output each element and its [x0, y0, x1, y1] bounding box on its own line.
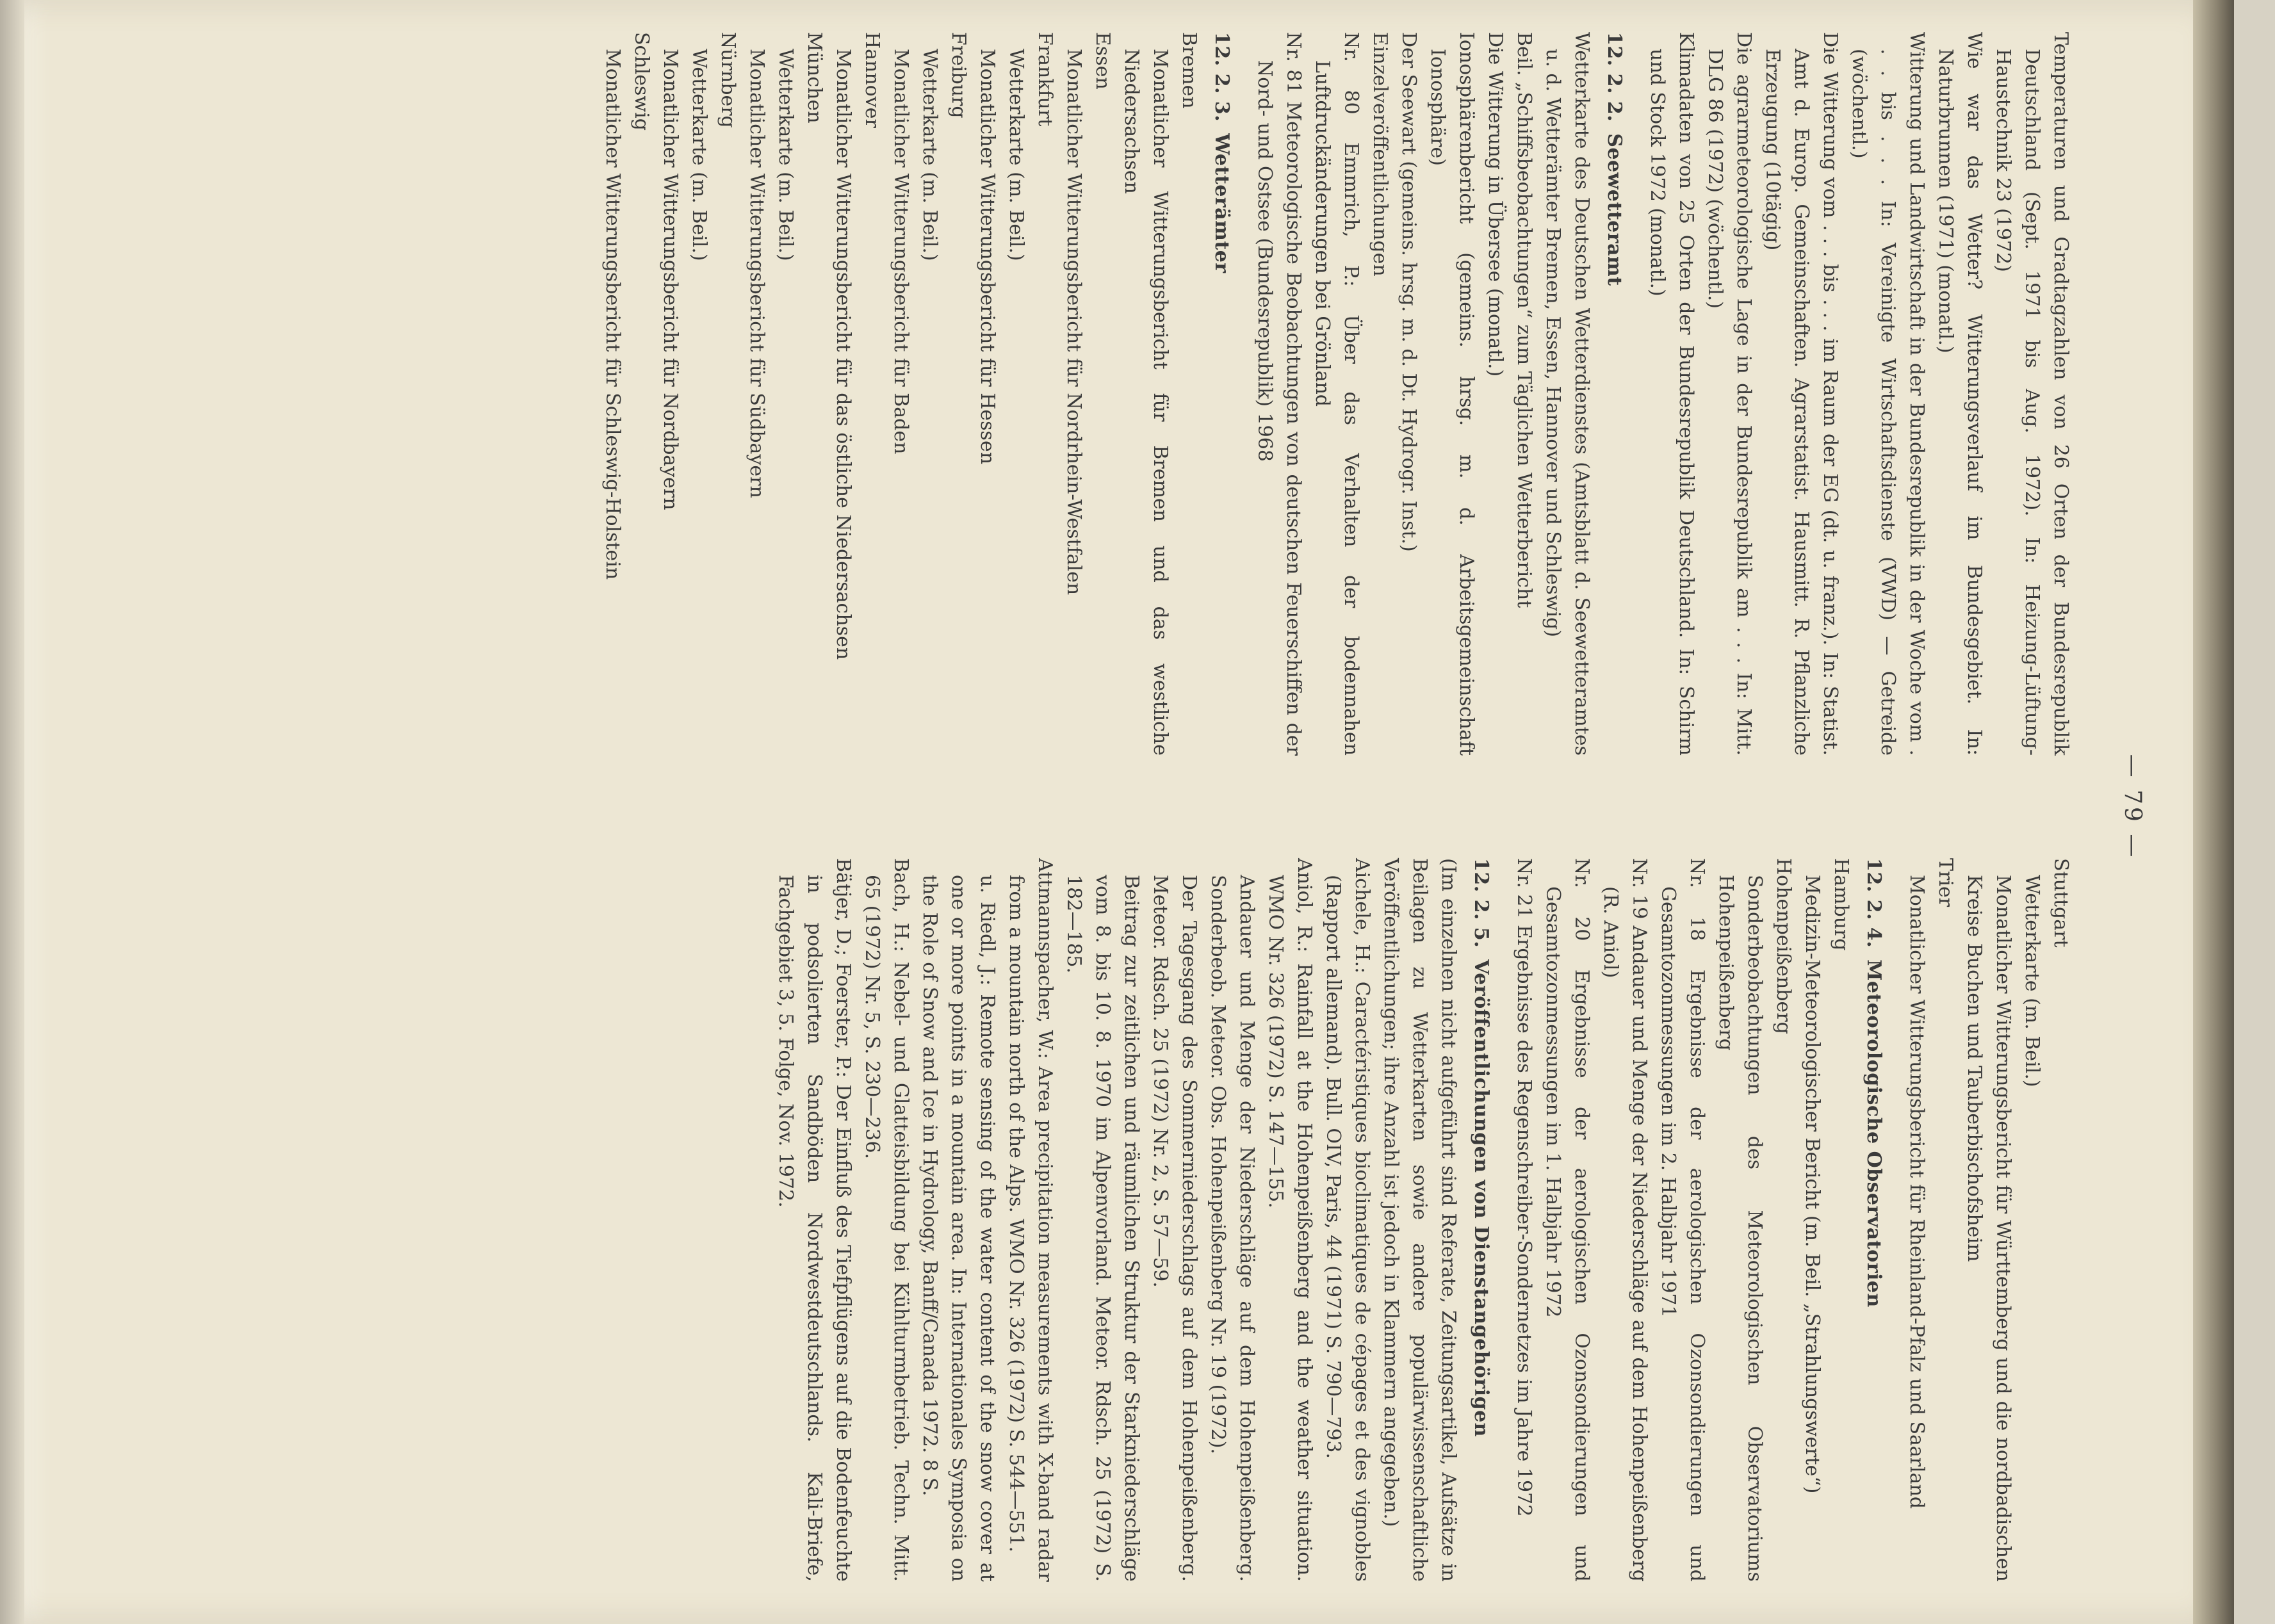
numbered-entry: Nr. 21 Ergebnisse des Regenschreiber-Sondernetzes im Jahre 1972 — [1513, 858, 1535, 1517]
sub-entry: u. Riedl, J.: Remote sensing of the water content of the snow cover at one or more points in a mountain area. In: Internationales Symposia on the Role of Snow and Ice in Hydrology, Banff/Canada 1972. 8 S. — [918, 875, 999, 1582]
sub-entry: Sonderbeobachtungen des Meteorologischen Observatoriums Hohenpeißenberg — [1715, 875, 1766, 1582]
sub-entry: Monatlicher Witterungsbericht für Südbayern — [746, 49, 768, 498]
sub-entry: Medizin-Meteorologischer Bericht (m. Beil. „Strahlungswerte“) — [1801, 875, 1823, 1494]
page-edge-shadow — [2193, 0, 2234, 1624]
sub-entry: Monatlicher Witterungsbericht für Hessen — [976, 49, 999, 465]
sub-entry: Monatlicher Witterungsbericht für Württemberg und die nordbadischen Kreise Buchen und Tauberbischofsheim — [1963, 875, 2014, 1582]
entry: Essen — [1091, 32, 1114, 90]
entry: Bätjer, D.; Foerster, P.: Der Einfluß des Tiefpflügens auf die Bodenfeuchte in podsolierten Sandböden Nordwestdeutschlands. Kali-Briefe, Fachgebiet 3, 5. Folge, Nov. 1972. — [774, 858, 854, 1582]
section-heading — [1467, 858, 1496, 1582]
section-title: Meteorologische Observatorien — [1863, 959, 1885, 1308]
section-title: Veröffentlichungen von Dienstangehörigen — [1470, 959, 1492, 1437]
entry: Beil. „Schiffsbeobachtungen“ zum Täglichen Wetterbericht — [1513, 32, 1535, 608]
entry: Aniol, R.: Rainfall at the Hohenpeißenberg and the weather situation. WMO Nr. 326 (1972) S. 147—155. — [1264, 858, 1316, 1582]
entry: Attmannspacher, W.: Area precipitation measurements with X-band radar from a mountain north of the Alps. WMO Nr. 326 (1972) S. 544—551. — [1005, 858, 1056, 1582]
entry: Klimadaten von 25 Orten der Bundesrepublik Deutschland. In: Schirm und Stock 1972 (monatl.) — [1646, 32, 1697, 756]
entry: Hannover — [861, 32, 883, 128]
section-title: Seewetteramt — [1603, 133, 1626, 286]
numbered-entry: Nr. 20 Ergebnisse der aerologischen Ozonsondierungen und Gesamtozonmessungen im 1. Halbjahr 1972 — [1542, 858, 1593, 1582]
entry: Witterung und Landwirtschaft in der Bundesrepublik in der Woche vom . . . bis . . . In: Vereinigte Wirtschaftsdienste (VWD) — Getreide (wöchentl.) — [1848, 32, 1928, 756]
page-number: — 79 — — [2119, 754, 2146, 860]
sub-entry: Wetterkarte (m. Beil.) — [918, 49, 941, 261]
sub-entry: Wetterkarte (m. Beil.) — [774, 49, 797, 261]
section-number: 12. 2. 2. — [1603, 32, 1626, 122]
entry: München — [803, 32, 826, 124]
numbered-entry: Nr. 80 Emmrich, P.: Über das Verhalten der bodennahen Luftdruckänderungen bei Grönland — [1311, 32, 1362, 756]
entry: Bach, H.: Nebel- und Glatteisbildung bei Kühlturmbetrieb. Techn. Mitt. 65 (1972) Nr. 5, S. 230—236. — [861, 858, 912, 1582]
sub-entry: Monatlicher Witterungsbericht für Bremen und das westliche Niedersachsen — [1120, 49, 1171, 756]
entry: Hamburg — [1830, 858, 1852, 951]
sub-entry: Monatlicher Witterungsbericht für Nordrhein-Westfalen — [1063, 49, 1085, 596]
section-number: 12. 2. 4. — [1863, 858, 1885, 948]
sub-entry: Der Tagesgang des Sommerniederschlags auf dem Hohenpeißenberg. Meteor. Rdsch. 25 (1972) Nr. 2, S. 57—59. — [1149, 875, 1200, 1582]
entry: Der Seewart (gemeins. hrsg. m. d. Dt. Hydrogr. Inst.) — [1398, 32, 1420, 552]
book-gutter — [0, 0, 24, 1624]
sub-entry: Wetterkarte (m. Beil.) — [2021, 875, 2043, 1087]
numbered-entry: Nr. 81 Meteorologische Beobachtungen von deutschen Feuerschiffen der Nord- und Ostsee (Bundesrepublik) 1968 — [1253, 32, 1305, 756]
section-number: 12. 2. 5. — [1470, 858, 1492, 948]
entry: Bremen — [1178, 32, 1200, 109]
entry: Stuttgart — [2050, 858, 2072, 948]
sub-entry: Monatlicher Witterungsbericht für Schleswig-Holstein — [601, 49, 624, 580]
entry: Die Witterung in Übersee (monatl.) — [1484, 32, 1506, 377]
rotated-page-content — [32, 32, 2146, 1582]
entry: Die Witterung vom . . . bis . . . im Raum der EG (dt. u. franz.). In: Statist. Amt d. Europ. Gemeinschaften. Agrarstatist. Hausmitt. R. Pflanzliche Erzeugung (10tägig) — [1761, 32, 1841, 756]
sub-entry: Wetterkarte (m. Beil.) — [688, 49, 710, 261]
entry: Wetterkarte des Deutschen Wetterdienstes (Amtsblatt d. Seewetteramtes u. d. Wetterämter Bremen, Essen, Hannover und Schleswig) — [1542, 32, 1593, 756]
right-column — [771, 858, 2075, 1582]
entry: Trier — [1934, 858, 1957, 907]
sub-entry: Wetterkarte (m. Beil.) — [1005, 49, 1027, 261]
section-heading — [1600, 32, 1629, 756]
entry: (Im einzelnen nicht aufgeführt sind Referate, Zeitungsartikel, Aufsätze in Beilagen zu Wetterkarten sowie andere populärwissenschaftliche Veröffentlichungen; ihre Anzahl ist jedoch in Klammern angegeben.) — [1380, 858, 1460, 1582]
section-heading — [1859, 858, 1888, 1582]
entry: Einzelveröffentlichungen — [1369, 32, 1391, 277]
entry: Ionosphärenbericht (gemeins. hrsg. m. d. Arbeitsgemeinschaft Ionosphäre) — [1426, 32, 1478, 756]
sub-entry: Monatlicher Witterungsbericht für Nordbayern — [659, 49, 681, 510]
sub-entry: Beitrag zur zeitlichen und räumlichen Struktur der Starkniederschläge vom 8. bis 10. 8. 1970 im Alpenvorland. Meteor. Rdsch. 25 (1972) S. 182—185. — [1063, 875, 1143, 1582]
entry: Frankfurt — [1034, 32, 1056, 127]
sub-entry: Monatlicher Witterungsbericht für Rheinland-Pfalz und Saarland — [1905, 875, 1928, 1509]
entry: Temperaturen und Gradtagzahlen von 26 Orten der Bundesrepublik Deutschland (Sept. 1971 bis Aug. 1972). In: Heizung-Lüftung-Haustechnik 23 (1972) — [1992, 32, 2072, 756]
sub-entry: Monatlicher Witterungsbericht für das östliche Niedersachsen — [832, 49, 854, 660]
section-number: 12. 2. 3. — [1211, 32, 1233, 122]
numbered-entry: Nr. 18 Ergebnisse der aerologischen Ozonsondierungen und Gesamtozonmessungen im 2. Halbjahr 1971 — [1657, 858, 1708, 1582]
entry: Freiburg — [947, 32, 970, 118]
section-heading — [1207, 32, 1236, 756]
entry: Die agrarmeteorologische Lage in der Bundesrepublik am . . . In: Mitt. DLG 86 (1972) (wöchentl.) — [1704, 32, 1755, 756]
left-column — [598, 32, 2075, 756]
entry: Schleswig — [630, 32, 653, 131]
section-title: Wetterämter — [1211, 133, 1233, 273]
entry: Hohenpeißenberg — [1772, 858, 1795, 1034]
entry: Aichele, H.: Caractéristiques bioclimatiques de cépages et des vignobles (Rapport allemand). Bull. OIV, Paris, 44 (1971) S. 790—793. — [1322, 858, 1373, 1582]
entry: Nürnberg — [717, 32, 739, 128]
entry: Wie war das Wetter? Witterungsverlauf im Bundesgebiet. In: Naturbrunnen (1971) (monatl.) — [1934, 32, 1986, 756]
numbered-entry: Nr. 19 Andauer und Menge der Niederschläge auf dem Hohenpeißenberg (R. Aniol) — [1599, 858, 1651, 1582]
sub-entry: Andauer und Menge der Niederschläge auf dem Hohenpeißenberg. Sonderbeob. Meteor. Obs. Hohenpeißenberg Nr. 19 (1972). — [1207, 875, 1258, 1582]
sub-entry: Monatlicher Witterungsbericht für Baden — [890, 49, 912, 455]
